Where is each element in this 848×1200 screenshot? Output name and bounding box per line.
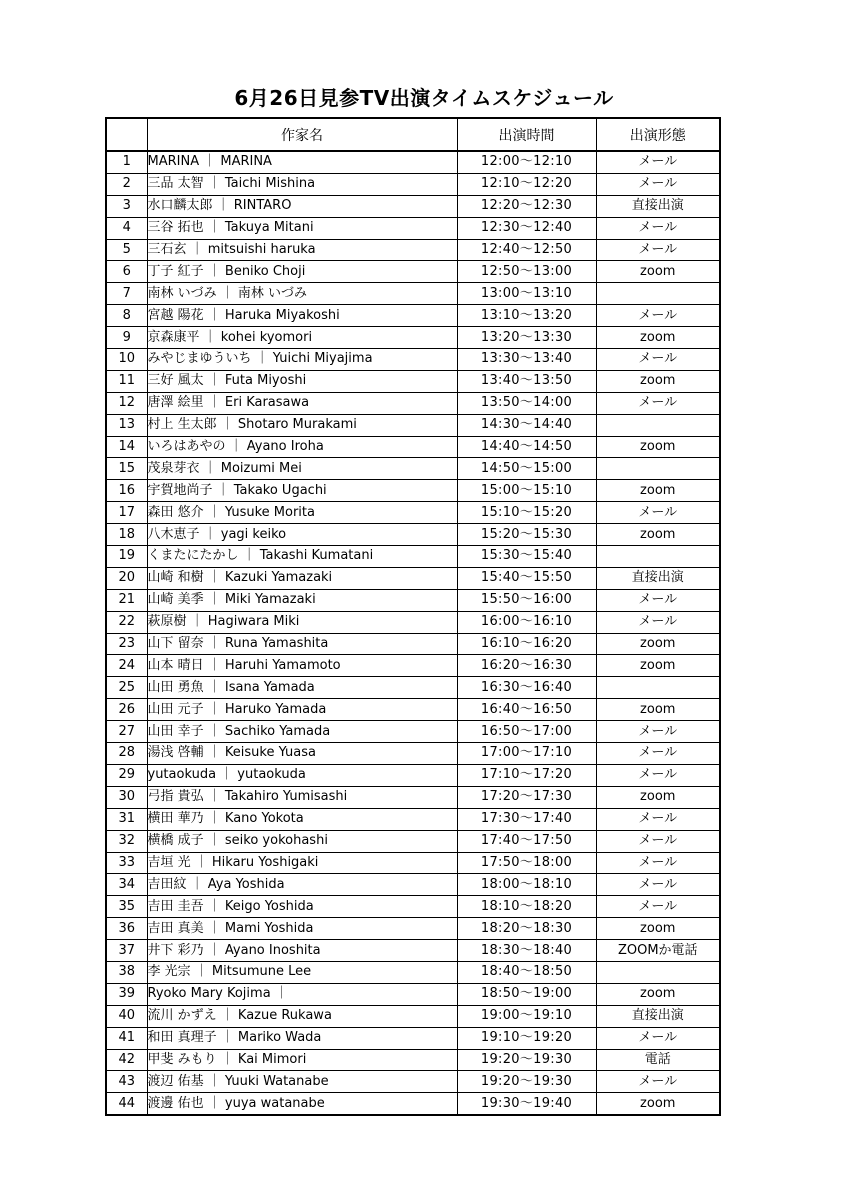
- table-row: [106, 852, 720, 874]
- row-number: 5: [106, 239, 147, 261]
- table-row: [106, 546, 720, 568]
- artist-name: 三好 風太 ｜ Futa Miyoshi: [147, 370, 457, 392]
- row-number: 22: [106, 611, 147, 633]
- artist-name: 山崎 和樹 ｜ Kazuki Yamazaki: [147, 567, 457, 589]
- appearance-type: zoom: [596, 786, 720, 808]
- row-number: 1: [106, 151, 147, 173]
- appearance-type: zoom: [596, 655, 720, 677]
- appearance-time: 19:10〜19:20: [457, 1027, 596, 1049]
- artist-name: 山田 勇魚 ｜ Isana Yamada: [147, 677, 457, 699]
- table-row: [106, 633, 720, 655]
- table-row: [106, 370, 720, 392]
- artist-name: みやじまゆういち ｜ Yuichi Miyajima: [147, 349, 457, 371]
- row-number: 10: [106, 349, 147, 371]
- table-row: [106, 611, 720, 633]
- row-number: 4: [106, 217, 147, 239]
- row-number: 18: [106, 524, 147, 546]
- appearance-type: 電話: [596, 1049, 720, 1071]
- appearance-time: 12:40〜12:50: [457, 239, 596, 261]
- table-row: [106, 961, 720, 983]
- appearance-time: 16:20〜16:30: [457, 655, 596, 677]
- table-row: [106, 1027, 720, 1049]
- artist-name: 三石玄 ｜ mitsuishi haruka: [147, 239, 457, 261]
- header-appearance-type: 出演形態: [596, 118, 720, 151]
- row-number: 14: [106, 436, 147, 458]
- appearance-time: 16:00〜16:10: [457, 611, 596, 633]
- appearance-type: メール: [596, 392, 720, 414]
- appearance-time: 14:50〜15:00: [457, 458, 596, 480]
- artist-name: Ryoko Mary Kojima ｜: [147, 983, 457, 1005]
- appearance-time: 17:10〜17:20: [457, 764, 596, 786]
- artist-name: 渡辺 佑基 ｜ Yuuki Watanabe: [147, 1071, 457, 1093]
- appearance-type: zoom: [596, 633, 720, 655]
- artist-name: 唐澤 絵里 ｜ Eri Karasawa: [147, 392, 457, 414]
- row-number: 11: [106, 370, 147, 392]
- artist-name: 八木恵子 ｜ yagi keiko: [147, 524, 457, 546]
- row-number: 24: [106, 655, 147, 677]
- table-row: [106, 392, 720, 414]
- appearance-type: zoom: [596, 699, 720, 721]
- row-number: 23: [106, 633, 147, 655]
- appearance-type: zoom: [596, 480, 720, 502]
- appearance-type: zoom: [596, 918, 720, 940]
- row-number: 26: [106, 699, 147, 721]
- header-row: [106, 118, 720, 151]
- table-row: [106, 458, 720, 480]
- row-number: 33: [106, 852, 147, 874]
- appearance-time: 13:50〜14:00: [457, 392, 596, 414]
- artist-name: 吉垣 光 ｜ Hikaru Yoshigaki: [147, 852, 457, 874]
- appearance-time: 15:20〜15:30: [457, 524, 596, 546]
- artist-name: 山下 留奈 ｜ Runa Yamashita: [147, 633, 457, 655]
- table-row: [106, 349, 720, 371]
- row-number: 42: [106, 1049, 147, 1071]
- table-row: [106, 874, 720, 896]
- appearance-time: 13:40〜13:50: [457, 370, 596, 392]
- artist-name: 甲斐 みもり ｜ Kai Mimori: [147, 1049, 457, 1071]
- table-row: [106, 1093, 720, 1115]
- table-row: [106, 151, 720, 173]
- artist-name: 宇賀地尚子 ｜ Takako Ugachi: [147, 480, 457, 502]
- artist-name: 三谷 拓也 ｜ Takuya Mitani: [147, 217, 457, 239]
- table-row: [106, 918, 720, 940]
- appearance-type: メール: [596, 830, 720, 852]
- table-header: [106, 118, 720, 151]
- artist-name: 萩原樹 ｜ Hagiwara Miki: [147, 611, 457, 633]
- table-row: [106, 239, 720, 261]
- row-number: 37: [106, 940, 147, 962]
- appearance-type: メール: [596, 1071, 720, 1093]
- artist-name: 森田 悠介 ｜ Yusuke Morita: [147, 502, 457, 524]
- appearance-time: 18:30〜18:40: [457, 940, 596, 962]
- appearance-type: zoom: [596, 983, 720, 1005]
- table-row: [106, 808, 720, 830]
- table-row: [106, 283, 720, 305]
- row-number: 3: [106, 195, 147, 217]
- row-number: 7: [106, 283, 147, 305]
- artist-name: 和田 真理子 ｜ Mariko Wada: [147, 1027, 457, 1049]
- table-row: [106, 983, 720, 1005]
- appearance-time: 19:20〜19:30: [457, 1071, 596, 1093]
- table-row: [106, 480, 720, 502]
- row-number: 43: [106, 1071, 147, 1093]
- row-number: 40: [106, 1005, 147, 1027]
- row-number: 16: [106, 480, 147, 502]
- appearance-time: 17:50〜18:00: [457, 852, 596, 874]
- appearance-type: メール: [596, 589, 720, 611]
- row-number: 6: [106, 261, 147, 283]
- appearance-type: メール: [596, 239, 720, 261]
- appearance-type: メール: [596, 764, 720, 786]
- appearance-time: 19:20〜19:30: [457, 1049, 596, 1071]
- appearance-time: 18:40〜18:50: [457, 961, 596, 983]
- table-row: [106, 1049, 720, 1071]
- appearance-type: メール: [596, 896, 720, 918]
- artist-name: 茂泉芽衣 ｜ Moizumi Mei: [147, 458, 457, 480]
- appearance-time: 12:30〜12:40: [457, 217, 596, 239]
- appearance-time: 15:30〜15:40: [457, 546, 596, 568]
- row-number: 17: [106, 502, 147, 524]
- appearance-type: zoom: [596, 524, 720, 546]
- table-row: [106, 896, 720, 918]
- appearance-time: 18:20〜18:30: [457, 918, 596, 940]
- appearance-type: メール: [596, 217, 720, 239]
- row-number: 21: [106, 589, 147, 611]
- row-number: 36: [106, 918, 147, 940]
- table-body: [106, 151, 720, 1115]
- appearance-time: 14:30〜14:40: [457, 414, 596, 436]
- appearance-time: 16:50〜17:00: [457, 721, 596, 743]
- artist-name: 渡邊 佑也 ｜ yuya watanabe: [147, 1093, 457, 1115]
- table-row: [106, 1071, 720, 1093]
- appearance-type: メール: [596, 305, 720, 327]
- appearance-type: ZOOMか電話: [596, 940, 720, 962]
- artist-name: yutaokuda ｜ yutaokuda: [147, 764, 457, 786]
- row-number: 9: [106, 327, 147, 349]
- artist-name: MARINA ｜ MARINA: [147, 151, 457, 173]
- table-row: [106, 1005, 720, 1027]
- appearance-type: [596, 414, 720, 436]
- header-appearance-time: 出演時間: [457, 118, 596, 151]
- row-number: 25: [106, 677, 147, 699]
- artist-name: 南林 いづみ ｜ 南林 いづみ: [147, 283, 457, 305]
- appearance-type: メール: [596, 502, 720, 524]
- artist-name: 三品 太智 ｜ Taichi Mishina: [147, 173, 457, 195]
- appearance-time: 16:40〜16:50: [457, 699, 596, 721]
- appearance-time: 15:00〜15:10: [457, 480, 596, 502]
- appearance-type: [596, 546, 720, 568]
- appearance-time: 16:10〜16:20: [457, 633, 596, 655]
- appearance-type: メール: [596, 874, 720, 896]
- table-row: [106, 940, 720, 962]
- table-row: [106, 173, 720, 195]
- table-row: [106, 830, 720, 852]
- artist-name: 山崎 美季 ｜ Miki Yamazaki: [147, 589, 457, 611]
- row-number: 13: [106, 414, 147, 436]
- appearance-type: メール: [596, 852, 720, 874]
- artist-name: 弓指 貴弘 ｜ Takahiro Yumisashi: [147, 786, 457, 808]
- appearance-time: 18:10〜18:20: [457, 896, 596, 918]
- row-number: 39: [106, 983, 147, 1005]
- appearance-type: 直接出演: [596, 1005, 720, 1027]
- table-row: [106, 327, 720, 349]
- row-number: 30: [106, 786, 147, 808]
- appearance-time: 15:40〜15:50: [457, 567, 596, 589]
- appearance-time: 13:30〜13:40: [457, 349, 596, 371]
- appearance-time: 18:50〜19:00: [457, 983, 596, 1005]
- appearance-time: 12:10〜12:20: [457, 173, 596, 195]
- artist-name: 京森康平 ｜ kohei kyomori: [147, 327, 457, 349]
- appearance-type: [596, 961, 720, 983]
- schedule-table: [105, 117, 721, 1116]
- artist-name: 横橋 成子 ｜ seiko yokohashi: [147, 830, 457, 852]
- row-number: 34: [106, 874, 147, 896]
- page-title: 6月26日見参TV出演タイムスケジュール: [234, 86, 614, 110]
- row-number: 2: [106, 173, 147, 195]
- artist-name: 山田 元子 ｜ Haruko Yamada: [147, 699, 457, 721]
- artist-name: 吉田 圭吾 ｜ Keigo Yoshida: [147, 896, 457, 918]
- appearance-time: 12:20〜12:30: [457, 195, 596, 217]
- table-row: [106, 524, 720, 546]
- appearance-type: [596, 458, 720, 480]
- appearance-time: 13:10〜13:20: [457, 305, 596, 327]
- appearance-type: zoom: [596, 1093, 720, 1115]
- appearance-type: メール: [596, 808, 720, 830]
- appearance-time: 17:40〜17:50: [457, 830, 596, 852]
- table-row: [106, 502, 720, 524]
- appearance-type: メール: [596, 349, 720, 371]
- row-number: 28: [106, 743, 147, 765]
- artist-name: 湯浅 啓輔 ｜ Keisuke Yuasa: [147, 743, 457, 765]
- appearance-type: 直接出演: [596, 567, 720, 589]
- artist-name: 村上 生太郎 ｜ Shotaro Murakami: [147, 414, 457, 436]
- row-number: 15: [106, 458, 147, 480]
- appearance-time: 12:50〜13:00: [457, 261, 596, 283]
- appearance-type: zoom: [596, 327, 720, 349]
- artist-name: 宮越 陽花 ｜ Haruka Miyakoshi: [147, 305, 457, 327]
- appearance-time: 13:00〜13:10: [457, 283, 596, 305]
- row-number: 32: [106, 830, 147, 852]
- row-number: 27: [106, 721, 147, 743]
- table-row: [106, 589, 720, 611]
- appearance-type: メール: [596, 151, 720, 173]
- table-row: [106, 677, 720, 699]
- appearance-type: [596, 677, 720, 699]
- table-row: [106, 743, 720, 765]
- row-number: 31: [106, 808, 147, 830]
- appearance-time: 19:00〜19:10: [457, 1005, 596, 1027]
- artist-name: 山本 晴日 ｜ Haruhi Yamamoto: [147, 655, 457, 677]
- appearance-time: 15:50〜16:00: [457, 589, 596, 611]
- appearance-type: zoom: [596, 370, 720, 392]
- header-artist-name: 作家名: [147, 118, 457, 151]
- appearance-type: zoom: [596, 261, 720, 283]
- artist-name: 井下 彩乃 ｜ Ayano Inoshita: [147, 940, 457, 962]
- row-number: 29: [106, 764, 147, 786]
- row-number: 8: [106, 305, 147, 327]
- table-row: [106, 567, 720, 589]
- artist-name: くまたにたかし ｜ Takashi Kumatani: [147, 546, 457, 568]
- artist-name: 流川 かずえ ｜ Kazue Rukawa: [147, 1005, 457, 1027]
- artist-name: 吉田 真美 ｜ Mami Yoshida: [147, 918, 457, 940]
- table-row: [106, 764, 720, 786]
- artist-name: 丁子 紅子 ｜ Beniko Choji: [147, 261, 457, 283]
- appearance-type: 直接出演: [596, 195, 720, 217]
- row-number: 38: [106, 961, 147, 983]
- artist-name: 山田 幸子 ｜ Sachiko Yamada: [147, 721, 457, 743]
- appearance-time: 16:30〜16:40: [457, 677, 596, 699]
- row-number: 41: [106, 1027, 147, 1049]
- appearance-time: 12:00〜12:10: [457, 151, 596, 173]
- table-row: [106, 261, 720, 283]
- artist-name: 水口麟太郎 ｜ RINTARO: [147, 195, 457, 217]
- appearance-time: 17:30〜17:40: [457, 808, 596, 830]
- appearance-type: メール: [596, 721, 720, 743]
- appearance-time: 17:20〜17:30: [457, 786, 596, 808]
- appearance-time: 14:40〜14:50: [457, 436, 596, 458]
- appearance-type: [596, 283, 720, 305]
- appearance-time: 17:00〜17:10: [457, 743, 596, 765]
- row-number: 19: [106, 546, 147, 568]
- appearance-type: zoom: [596, 436, 720, 458]
- table-row: [106, 721, 720, 743]
- row-number: 12: [106, 392, 147, 414]
- table-row: [106, 699, 720, 721]
- appearance-type: メール: [596, 611, 720, 633]
- appearance-type: メール: [596, 173, 720, 195]
- row-number: 35: [106, 896, 147, 918]
- table-row: [106, 786, 720, 808]
- row-number: 44: [106, 1093, 147, 1115]
- appearance-type: メール: [596, 1027, 720, 1049]
- header-number: [106, 118, 147, 151]
- table-row: [106, 217, 720, 239]
- artist-name: 吉田紋 ｜ Aya Yoshida: [147, 874, 457, 896]
- artist-name: いろはあやの ｜ Ayano Iroha: [147, 436, 457, 458]
- appearance-time: 18:00〜18:10: [457, 874, 596, 896]
- appearance-time: 13:20〜13:30: [457, 327, 596, 349]
- artist-name: 李 光宗 ｜ Mitsumune Lee: [147, 961, 457, 983]
- table-row: [106, 195, 720, 217]
- row-number: 20: [106, 567, 147, 589]
- appearance-time: 19:30〜19:40: [457, 1093, 596, 1115]
- table-row: [106, 436, 720, 458]
- artist-name: 横田 華乃 ｜ Kano Yokota: [147, 808, 457, 830]
- appearance-type: メール: [596, 743, 720, 765]
- table-row: [106, 414, 720, 436]
- appearance-time: 15:10〜15:20: [457, 502, 596, 524]
- table-row: [106, 655, 720, 677]
- table-row: [106, 305, 720, 327]
